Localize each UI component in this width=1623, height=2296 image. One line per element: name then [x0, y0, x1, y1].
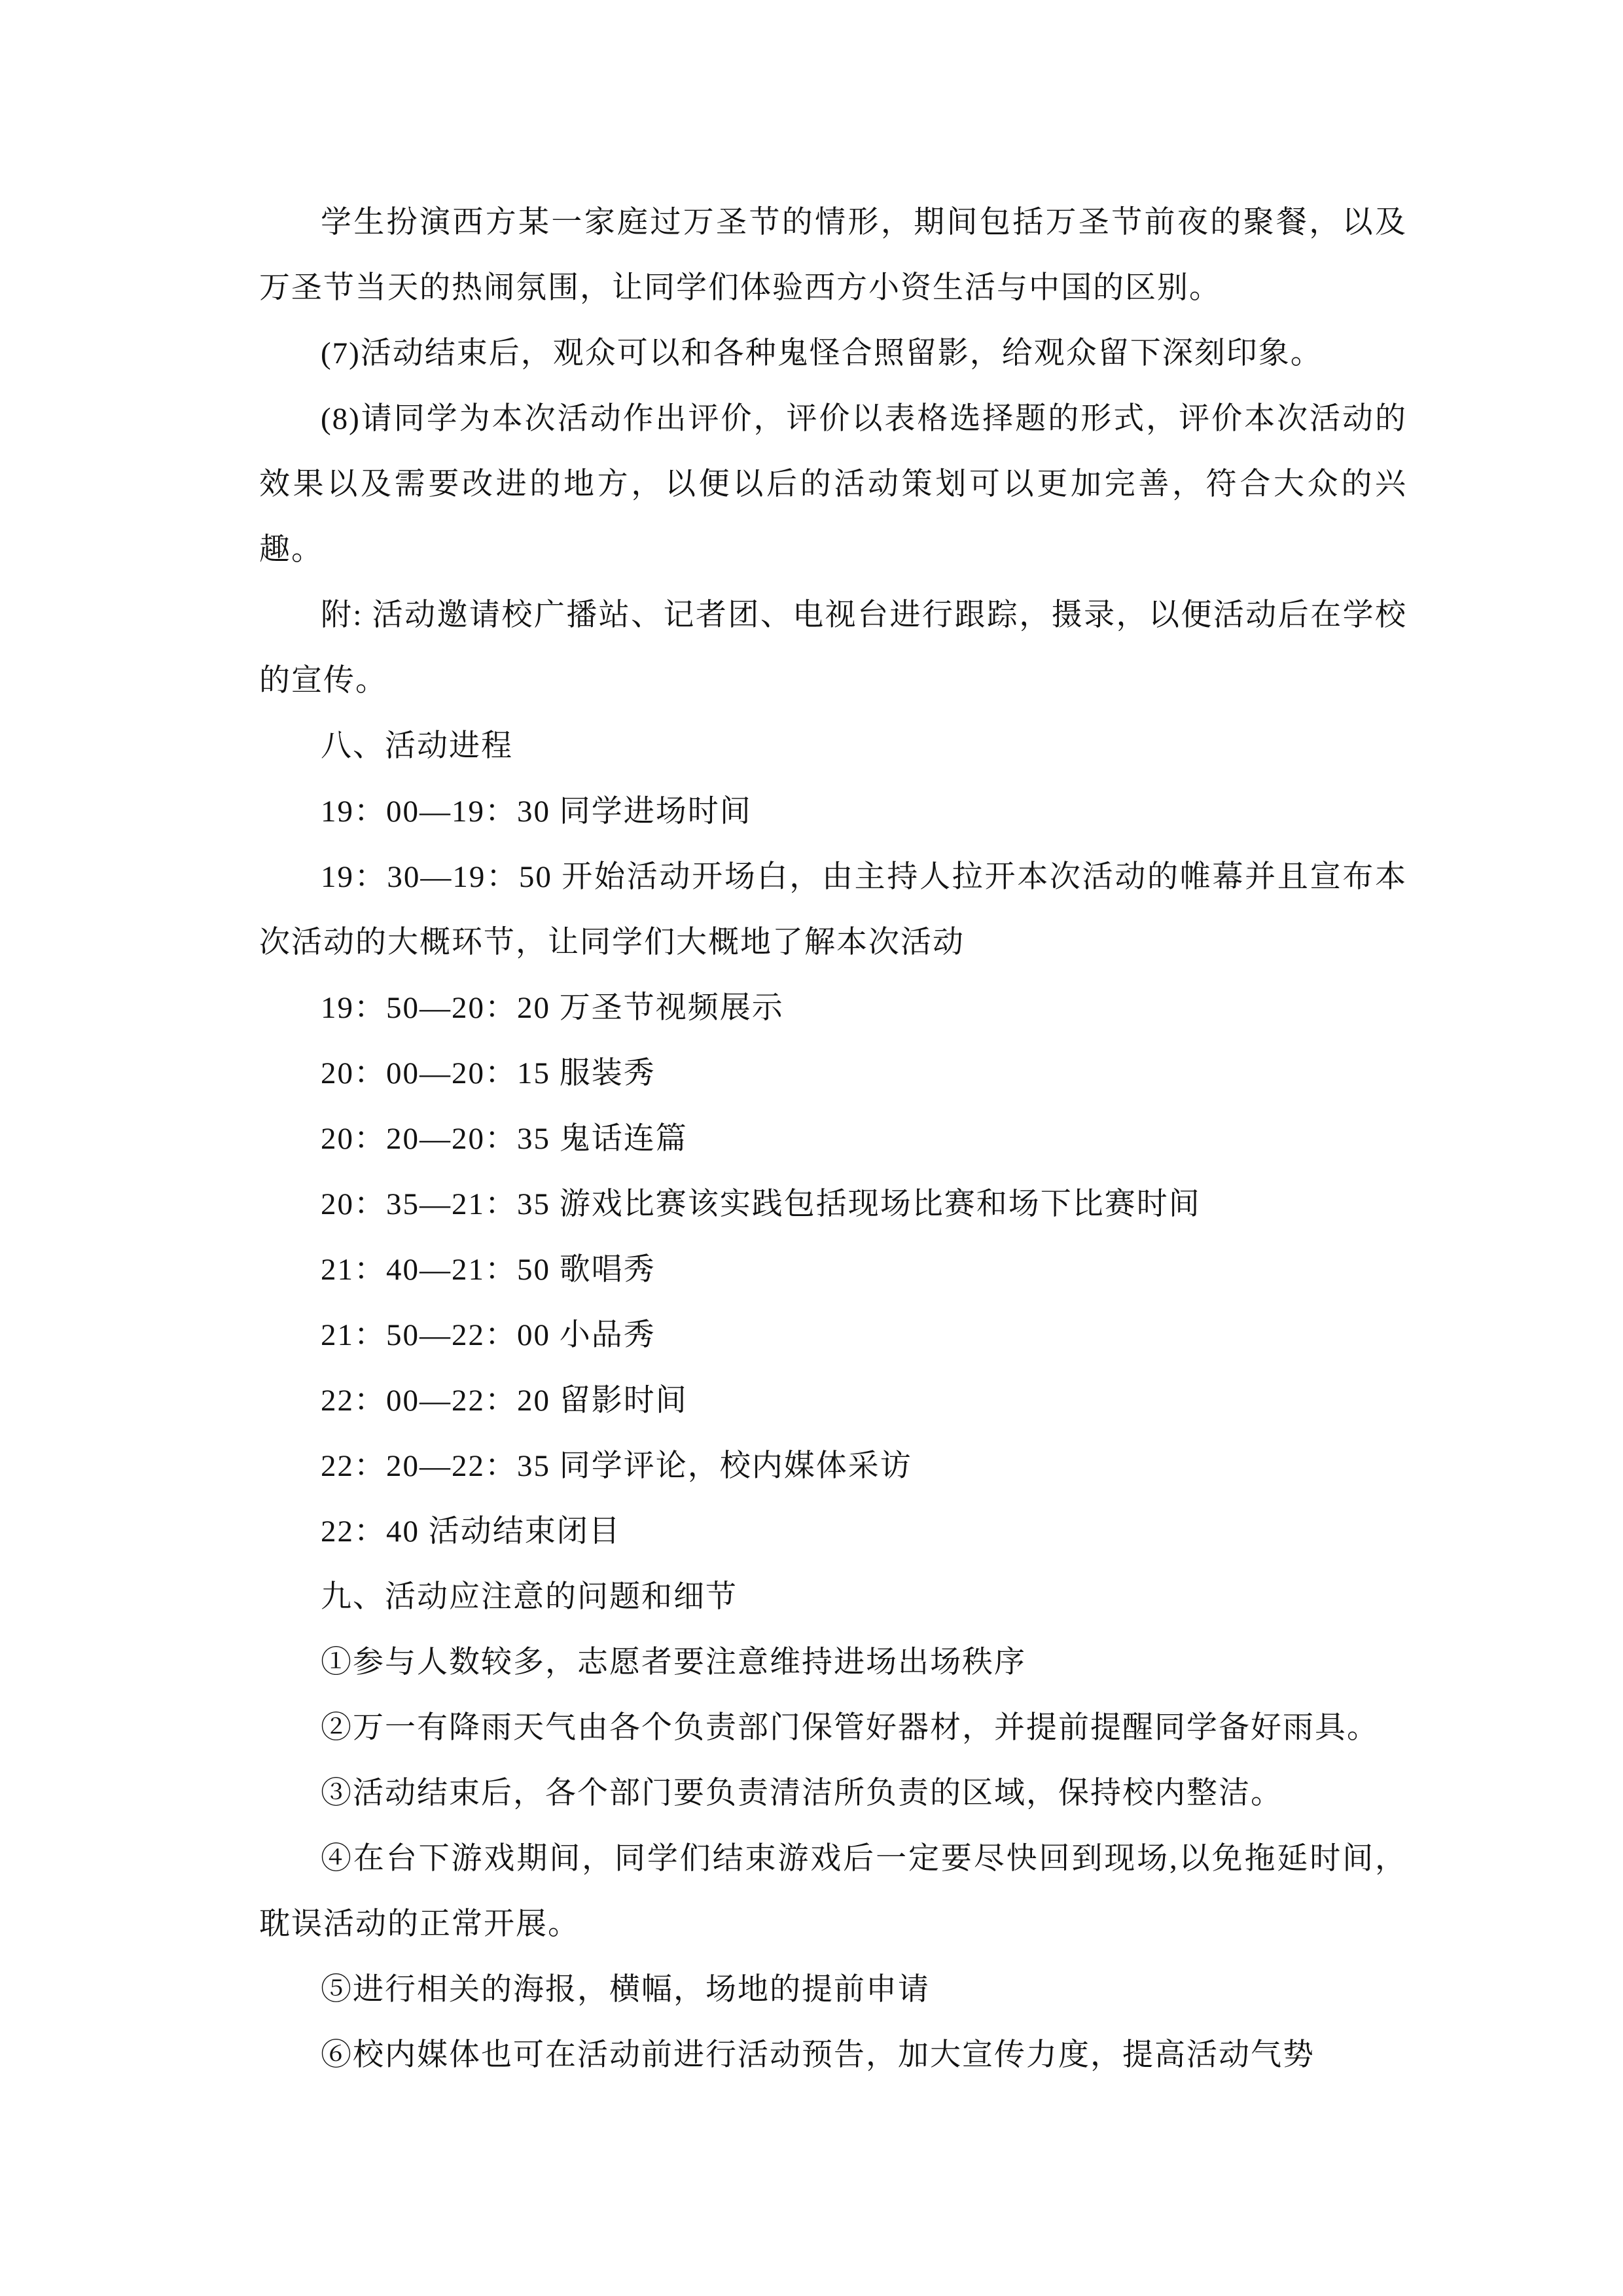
paragraph-intro: 学生扮演西方某一家庭过万圣节的情形，期间包括万圣节前夜的聚餐，以及万圣节当天的热闹氛围，让同学们体验西方小资生活与中国的区别。 [259, 206, 1407, 305]
paragraph-note: 附: 活动邀请校广播站、记者团、电视台进行跟踪，摄录，以便活动后在学校的宣传。 [259, 598, 1407, 698]
schedule-item: 20：20—20：35 鬼话连篇 [321, 1122, 688, 1156]
schedule-item: 19：30—19：50 开始活动开场白，由主持人拉开本次活动的帷幕并且宣布本次活动的大概环节，让同学们大概地了解本次活动 [259, 860, 1407, 960]
schedule-item: 21：50—22：00 小品秀 [321, 1318, 656, 1352]
schedule-item: 22：20—22：35 同学评论，校内媒体采访 [321, 1449, 912, 1483]
paragraph-item-8: (8)请同学为本次活动作出评价，评价以表格选择题的形式，评价本次活动的效果以及需要改进的地方，以便以后的活动策划可以更加完善，符合大众的兴趣。 [259, 402, 1407, 567]
section-heading-9: 九、活动应注意的问题和细节 [321, 1580, 738, 1614]
section-heading-8: 八、活动进程 [321, 729, 513, 763]
schedule-item: 19：50—20：20 万圣节视频展示 [321, 991, 784, 1025]
schedule-item: 22：40 活动结束闭目 [321, 1515, 621, 1549]
paragraph-item-7: (7)活动结束后，观众可以和各种鬼怪合照留影，给观众留下深刻印象。 [321, 336, 1323, 370]
schedule-item: 21：40—21：50 歌唱秀 [321, 1253, 656, 1287]
schedule-item: 19：00—19：30 同学进场时间 [321, 795, 752, 829]
note-item-2: ②万一有降雨天气由各个负责部门保管好器材，并提前提醒同学备好雨具。 [321, 1711, 1379, 1745]
note-item-6: ⑥校内媒体也可在活动前进行活动预告，加大宣传力度，提高活动气势 [321, 2038, 1315, 2072]
note-item-5: ⑤进行相关的海报，横幅，场地的提前申请 [321, 1973, 930, 2007]
schedule-item: 20：00—20：15 服装秀 [321, 1056, 656, 1090]
schedule-item: 22：00—22：20 留影时间 [321, 1384, 688, 1418]
note-item-3: ③活动结束后，各个部门要负责清洁所负责的区域，保持校内整洁。 [321, 1776, 1283, 1810]
note-item-1: ①参与人数较多，志愿者要注意维持进场出场秩序 [321, 1645, 1026, 1679]
schedule-item: 20：35—21：35 游戏比赛该实践包括现场比赛和场下比赛时间 [321, 1187, 1201, 1221]
note-item-4: ④在台下游戏期间，同学们结束游戏后一定要尽快回到现场,以免拖延时间，耽误活动的正常开展。 [259, 1842, 1407, 1941]
